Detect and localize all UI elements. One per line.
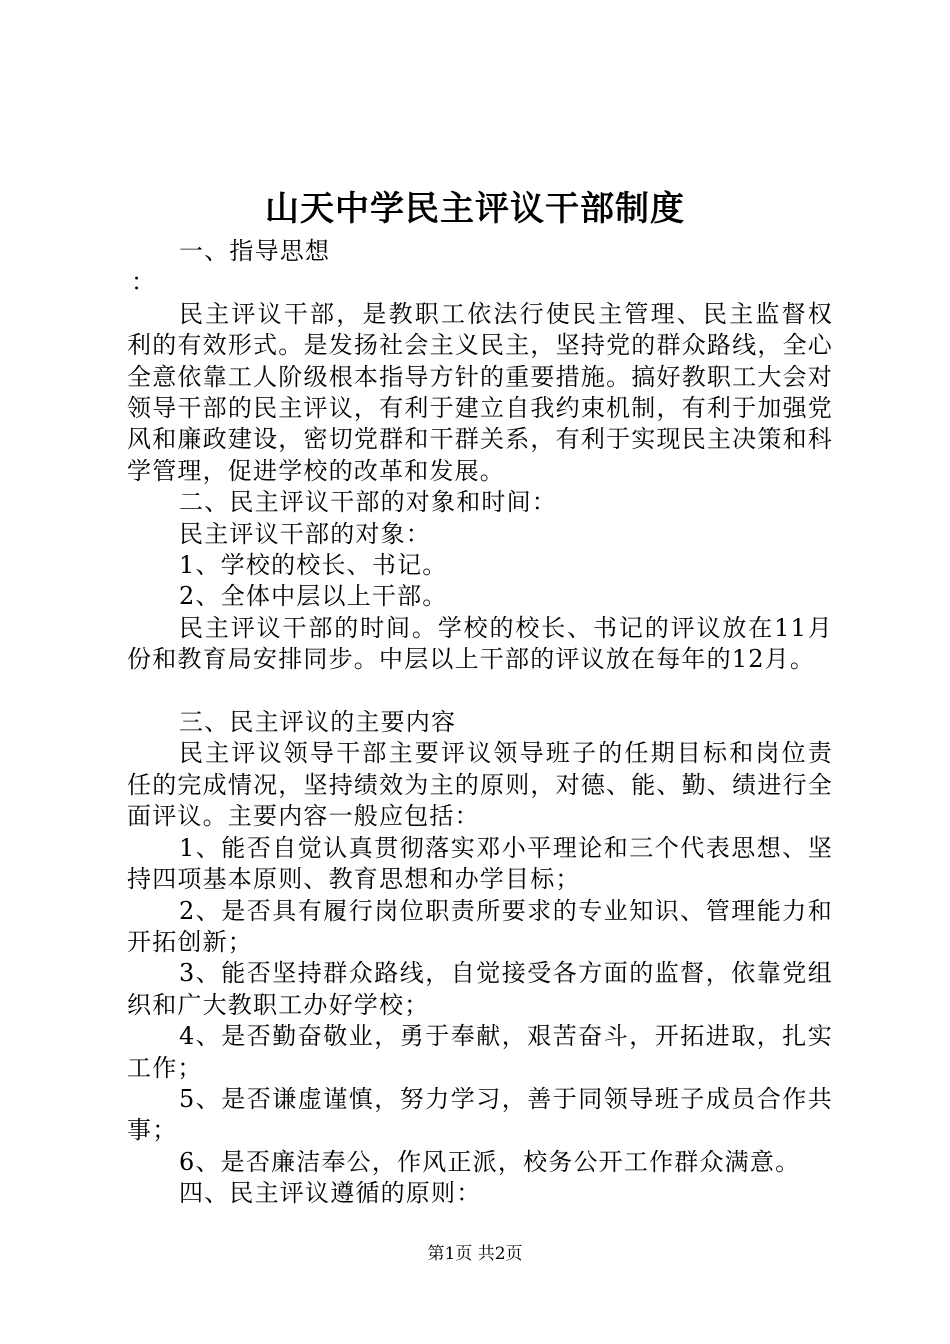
paragraph: 民主评议干部，是教职工依法行使民主管理、民主监督权利的有效形式。是发扬社会主义民主，坚持党的群众路线，全心全意依靠工人阶级根本指导方针的重要措施。搞好教职工大会对领导干部的民主评议，有利于建立自我约束机制，有利于加强党风和廉政建设，密切党群和干群关系，有利于实现民主决策和科学管理，促进学校的改革和发展。: [127, 299, 833, 485]
list-item: 1、能否自觉认真贯彻落实邓小平理论和三个代表思想、坚持四项基本原则、教育思想和办学目标；: [127, 833, 833, 894]
document-title: 山天中学民主评议干部制度: [265, 189, 685, 229]
list-item: 1、学校的校长、书记。: [179, 551, 448, 580]
list-item: 5、是否谦虚谨慎，努力学习，善于同领导班子成员合作共事；: [127, 1084, 833, 1145]
page-footer: 第1页 共2页: [427, 1244, 523, 1264]
paragraph: 民主评议干部的时间。学校的校长、书记的评议放在11月份和教育局安排同步。中层以上干部的评议放在每年的12月。: [127, 613, 833, 674]
list-item: 2、全体中层以上干部。: [179, 582, 448, 611]
section-heading-1: 一、指导思想: [179, 237, 331, 265]
list-item: 4、是否勤奋敬业，勇于奉献，艰苦奋斗，开拓进取，扎实工作；: [127, 1022, 833, 1082]
colon-line: ：: [131, 268, 157, 297]
document-body: [127, 236, 833, 1210]
paragraph: 民主评议干部的对象：: [179, 519, 431, 548]
paragraph: 民主评议领导干部主要评议领导班子的任期目标和岗位责任的完成情况，坚持绩效为主的原则，对德、能、勤、绩进行全面评议。主要内容一般应包括：: [127, 739, 833, 831]
section-heading-3: 三、民主评议的主要内容: [179, 708, 457, 737]
list-item: 2、是否具有履行岗位职责所要求的专业知识、管理能力和开拓创新；: [127, 896, 833, 956]
section-heading-4: 四、民主评议遵循的原则：: [179, 1179, 482, 1208]
blank-line: [127, 676, 833, 707]
list-item: 6、是否廉洁奉公，作风正派，校务公开工作群众满意。: [179, 1147, 801, 1176]
section-heading-2: 二、民主评议干部的对象和时间：: [179, 488, 557, 517]
list-item: 3、能否坚持群众路线，自觉接受各方面的监督，依靠党组织和广大教职工办好学校；: [127, 959, 833, 1019]
